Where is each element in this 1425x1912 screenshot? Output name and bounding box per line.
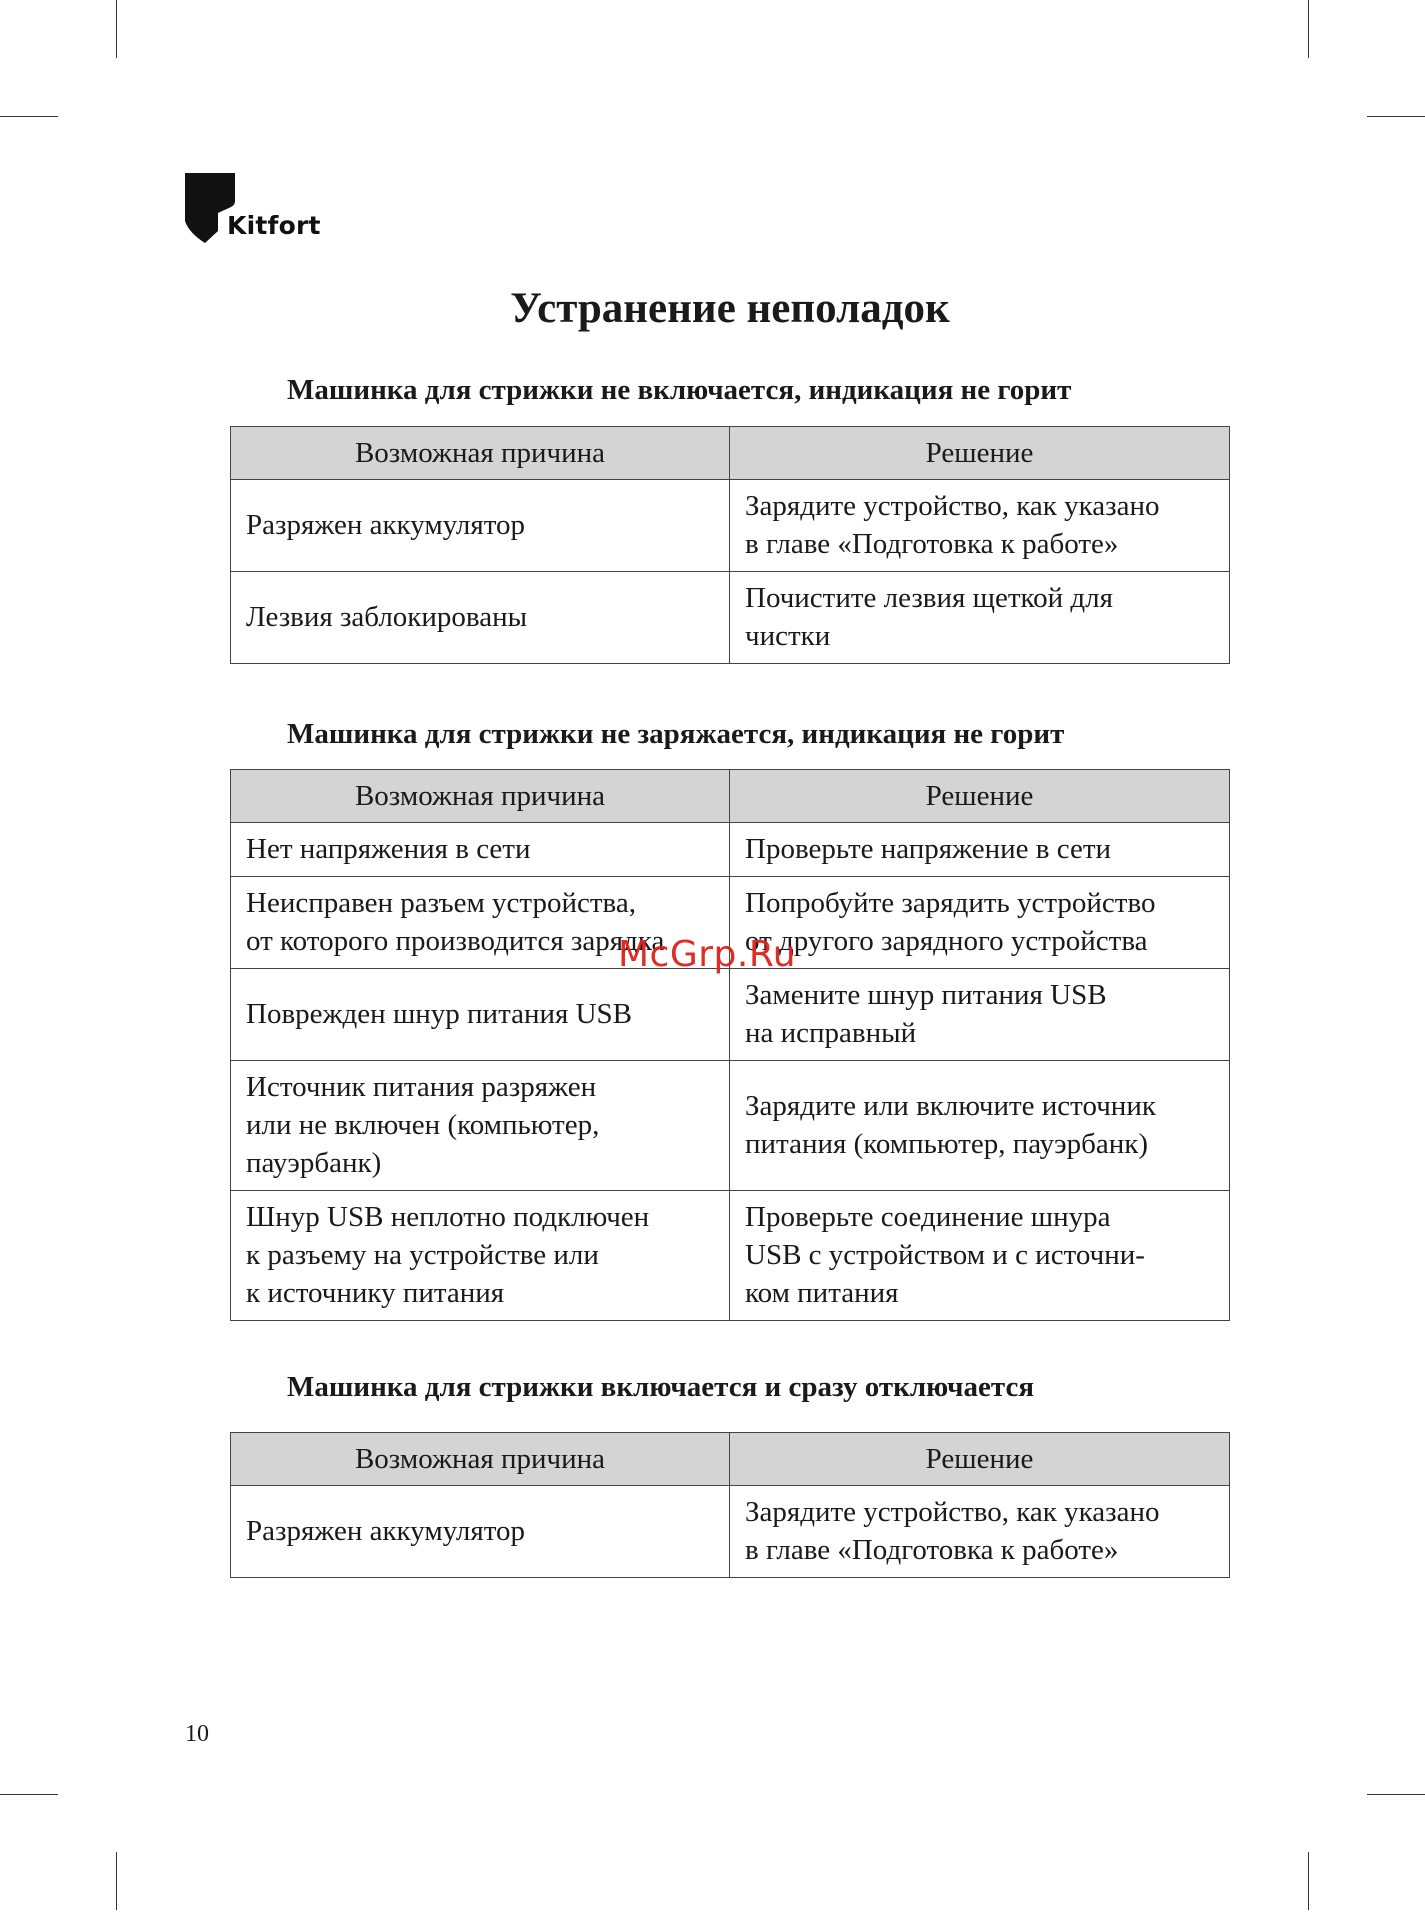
- solution-cell: Зарядите или включите источник питания (компьютер, пауэрбанк): [730, 1061, 1230, 1191]
- table-row: [231, 969, 1230, 1061]
- header-cause: Возможная причина: [231, 1433, 730, 1486]
- cause-cell: Неисправен разъем устройства, от которого производится зарядка: [231, 877, 730, 969]
- table-row: [231, 1486, 1230, 1578]
- solution-cell: Почистите лезвия щеткой для чистки: [730, 572, 1230, 664]
- page-title: Устранение неполадок: [510, 285, 950, 332]
- cause-cell: Разряжен аккумулятор: [231, 1486, 730, 1578]
- crop-mark: [1367, 116, 1425, 117]
- solution-cell: Попробуйте зарядить устройство от другого зарядного устройства: [730, 877, 1230, 969]
- section-title: Машинка для стрижки не заряжается, индикация не горит: [287, 718, 1065, 750]
- crop-mark: [1367, 1794, 1425, 1795]
- header-solution: Решение: [730, 770, 1230, 823]
- crop-mark: [116, 0, 117, 58]
- solution-cell: Зарядите устройство, как указано в главе «Подготовка к работе»: [730, 480, 1230, 572]
- solution-cell: Зарядите устройство, как указано в главе «Подготовка к работе»: [730, 1486, 1230, 1578]
- table-row: [231, 1191, 1230, 1321]
- cause-cell: Разряжен аккумулятор: [231, 480, 730, 572]
- crop-mark: [1308, 1852, 1309, 1910]
- solution-cell: Замените шнур питания USB на исправный: [730, 969, 1230, 1061]
- header-cause: Возможная причина: [231, 427, 730, 480]
- header-solution: Решение: [730, 427, 1230, 480]
- brand-name: Kitfort: [227, 211, 321, 240]
- table-row: [231, 480, 1230, 572]
- cause-cell: Нет напряжения в сети: [231, 823, 730, 877]
- table-row: [231, 572, 1230, 664]
- header-solution: Решение: [730, 1433, 1230, 1486]
- troubleshooting-table: [230, 426, 1230, 664]
- header-cause: Возможная причина: [231, 770, 730, 823]
- crop-mark: [116, 1852, 117, 1910]
- table-header-row: [231, 427, 1230, 480]
- troubleshooting-table: [230, 1432, 1230, 1578]
- crop-mark: [1308, 0, 1309, 58]
- cause-cell: Лезвия заблокированы: [231, 572, 730, 664]
- table-row: [231, 823, 1230, 877]
- watermark: McGrp.Ru: [618, 934, 797, 975]
- solution-cell: Проверьте напряжение в сети: [730, 823, 1230, 877]
- page-number: 10: [185, 1721, 209, 1747]
- cause-cell: Шнур USB неплотно подключен к разъему на устройстве или к источнику питания: [231, 1191, 730, 1321]
- section-title: Машинка для стрижки включается и сразу отключается: [287, 1371, 1035, 1403]
- cause-cell: Поврежден шнур питания USB: [231, 969, 730, 1061]
- crop-mark: [0, 1794, 58, 1795]
- section-title: Машинка для стрижки не включается, индикация не горит: [287, 374, 1072, 406]
- cause-cell: Источник питания разряжен или не включен (компьютер, пауэрбанк): [231, 1061, 730, 1191]
- table-row: [231, 1061, 1230, 1191]
- table-header-row: [231, 1433, 1230, 1486]
- troubleshooting-table: [230, 769, 1230, 1321]
- brand-logo: [185, 173, 345, 243]
- crop-mark: [0, 116, 58, 117]
- solution-cell: Проверьте соединение шнура USB с устройством и с источни- ком питания: [730, 1191, 1230, 1321]
- table-header-row: [231, 770, 1230, 823]
